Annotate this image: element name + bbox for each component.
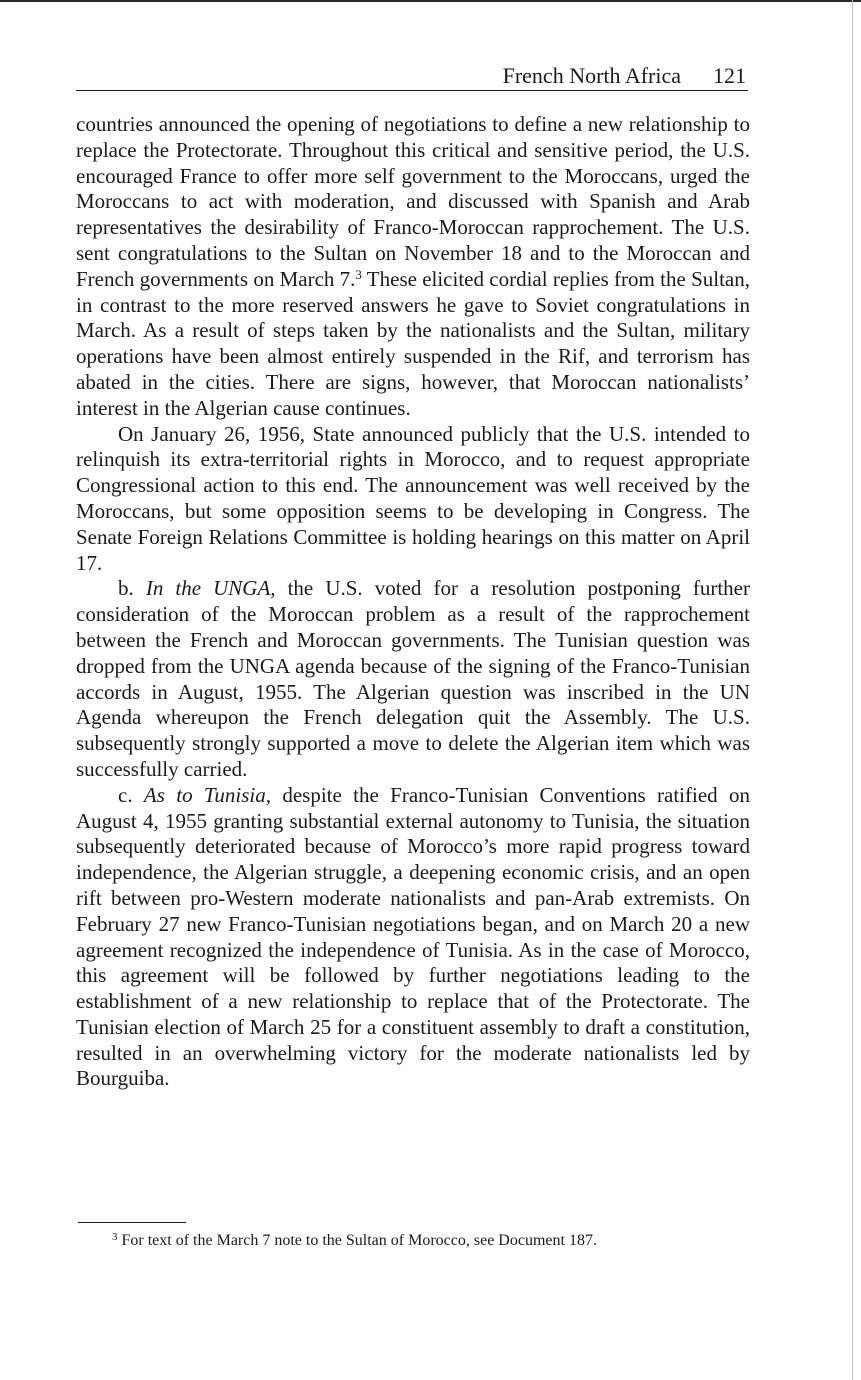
paragraph-unga (76, 576, 750, 782)
paragraph-text: countries announced the opening of negotiations to define a new relationship to replace the Protectorate. Throughout this critical and sensitive period, the U.S. encouraged France to offer more self government to the Moroccans, urged the Moroccans to act with moderation, and discussed with Spanish and Arab representatives the desirability of Franco-Moroccan rapprochement. The U.S. sent congratulations to the Sultan on November 18 and to the Moroccan and French governments on March 7. (76, 112, 750, 291)
paragraph-text: despite the Franco-Tunisian Conventions ratified on August 4, 1955 granting substantial external autonomy to Tunisia, the situation subsequently deteriorated because of Morocco’s more rapid progress toward independence, the Algerian struggle, a deepening economic crisis, and an open rift between pro-Western moderate nationalists and pan-Arab extremists. On February 27 new Franco-Tunisian negotiations began, and on March 20 a new agreement recognized the independence of Tunisia. As in the case of Morocco, this agreement will be followed by further negotiations leading to the establishment of a new relationship to replace that of the Protectorate. The Tunisian election of March 25 for a constituent assembly to draft a constitution, resulted in an overwhelming victory for the moderate nationalists led by Bourguiba. (76, 782, 750, 1091)
footnote-mark: 3 (112, 1231, 118, 1243)
item-label: c. (118, 782, 144, 807)
footnote-divider (78, 1222, 186, 1223)
item-label: b. (118, 576, 146, 601)
body-text (76, 112, 750, 1092)
paragraph-morocco-negotiations (76, 112, 750, 422)
page-number: 121 (713, 63, 746, 88)
page-top-border (0, 0, 861, 2)
header-title: French North Africa (502, 63, 681, 88)
item-heading: In the UNGA, (145, 576, 276, 601)
paragraph-tunisia (76, 783, 750, 1093)
footnote-text: For text of the March 7 note to the Sultan of Morocco, see Document 187. (121, 1232, 597, 1249)
paragraph-extraterritorial-rights: On January 26, 1956, State announced publicly that the U.S. intended to relinquish its extra-territorial rights in Morocco, and to request appropriate Congressional action to this end. The announcement was well received by the Moroccans, but some opposition seems to be developing in Congress. The Senate Foreign Relations Committee is holding hearings on this matter on April 17. (76, 421, 750, 575)
page-right-edge (852, 0, 853, 1380)
footnote (112, 1230, 752, 1252)
paragraph-text: These elicited cordial replies from the Sultan, in contrast to the more reserved answers he gave to Soviet congratulations in March. As a result of steps taken by the nationalists and the Sultan, military operations have been almost entirely suspended in the Rif, and terrorism has abated in the cities. There are signs, however, that Moroccan nationalists’ interest in the Algerian cause continues. (76, 266, 750, 420)
paragraph-text: the U.S. voted for a resolution postponing further consideration of the Moroccan problem as a result of the rapprochement between the French and Moroccan governments. The Tunisian question was dropped from the UNGA agenda because of the signing of the Franco-Tunisian accords in August, 1955. The Algerian question was inscribed in the UN Agenda whereupon the French delegation quit the Assembly. The U.S. subsequently strongly supported a move to delete the Algerian item which was successfully carried. (76, 576, 750, 781)
running-header (76, 62, 748, 91)
item-heading: As to Tunisia, (143, 782, 272, 807)
footnote-reference: 3 (355, 266, 362, 282)
